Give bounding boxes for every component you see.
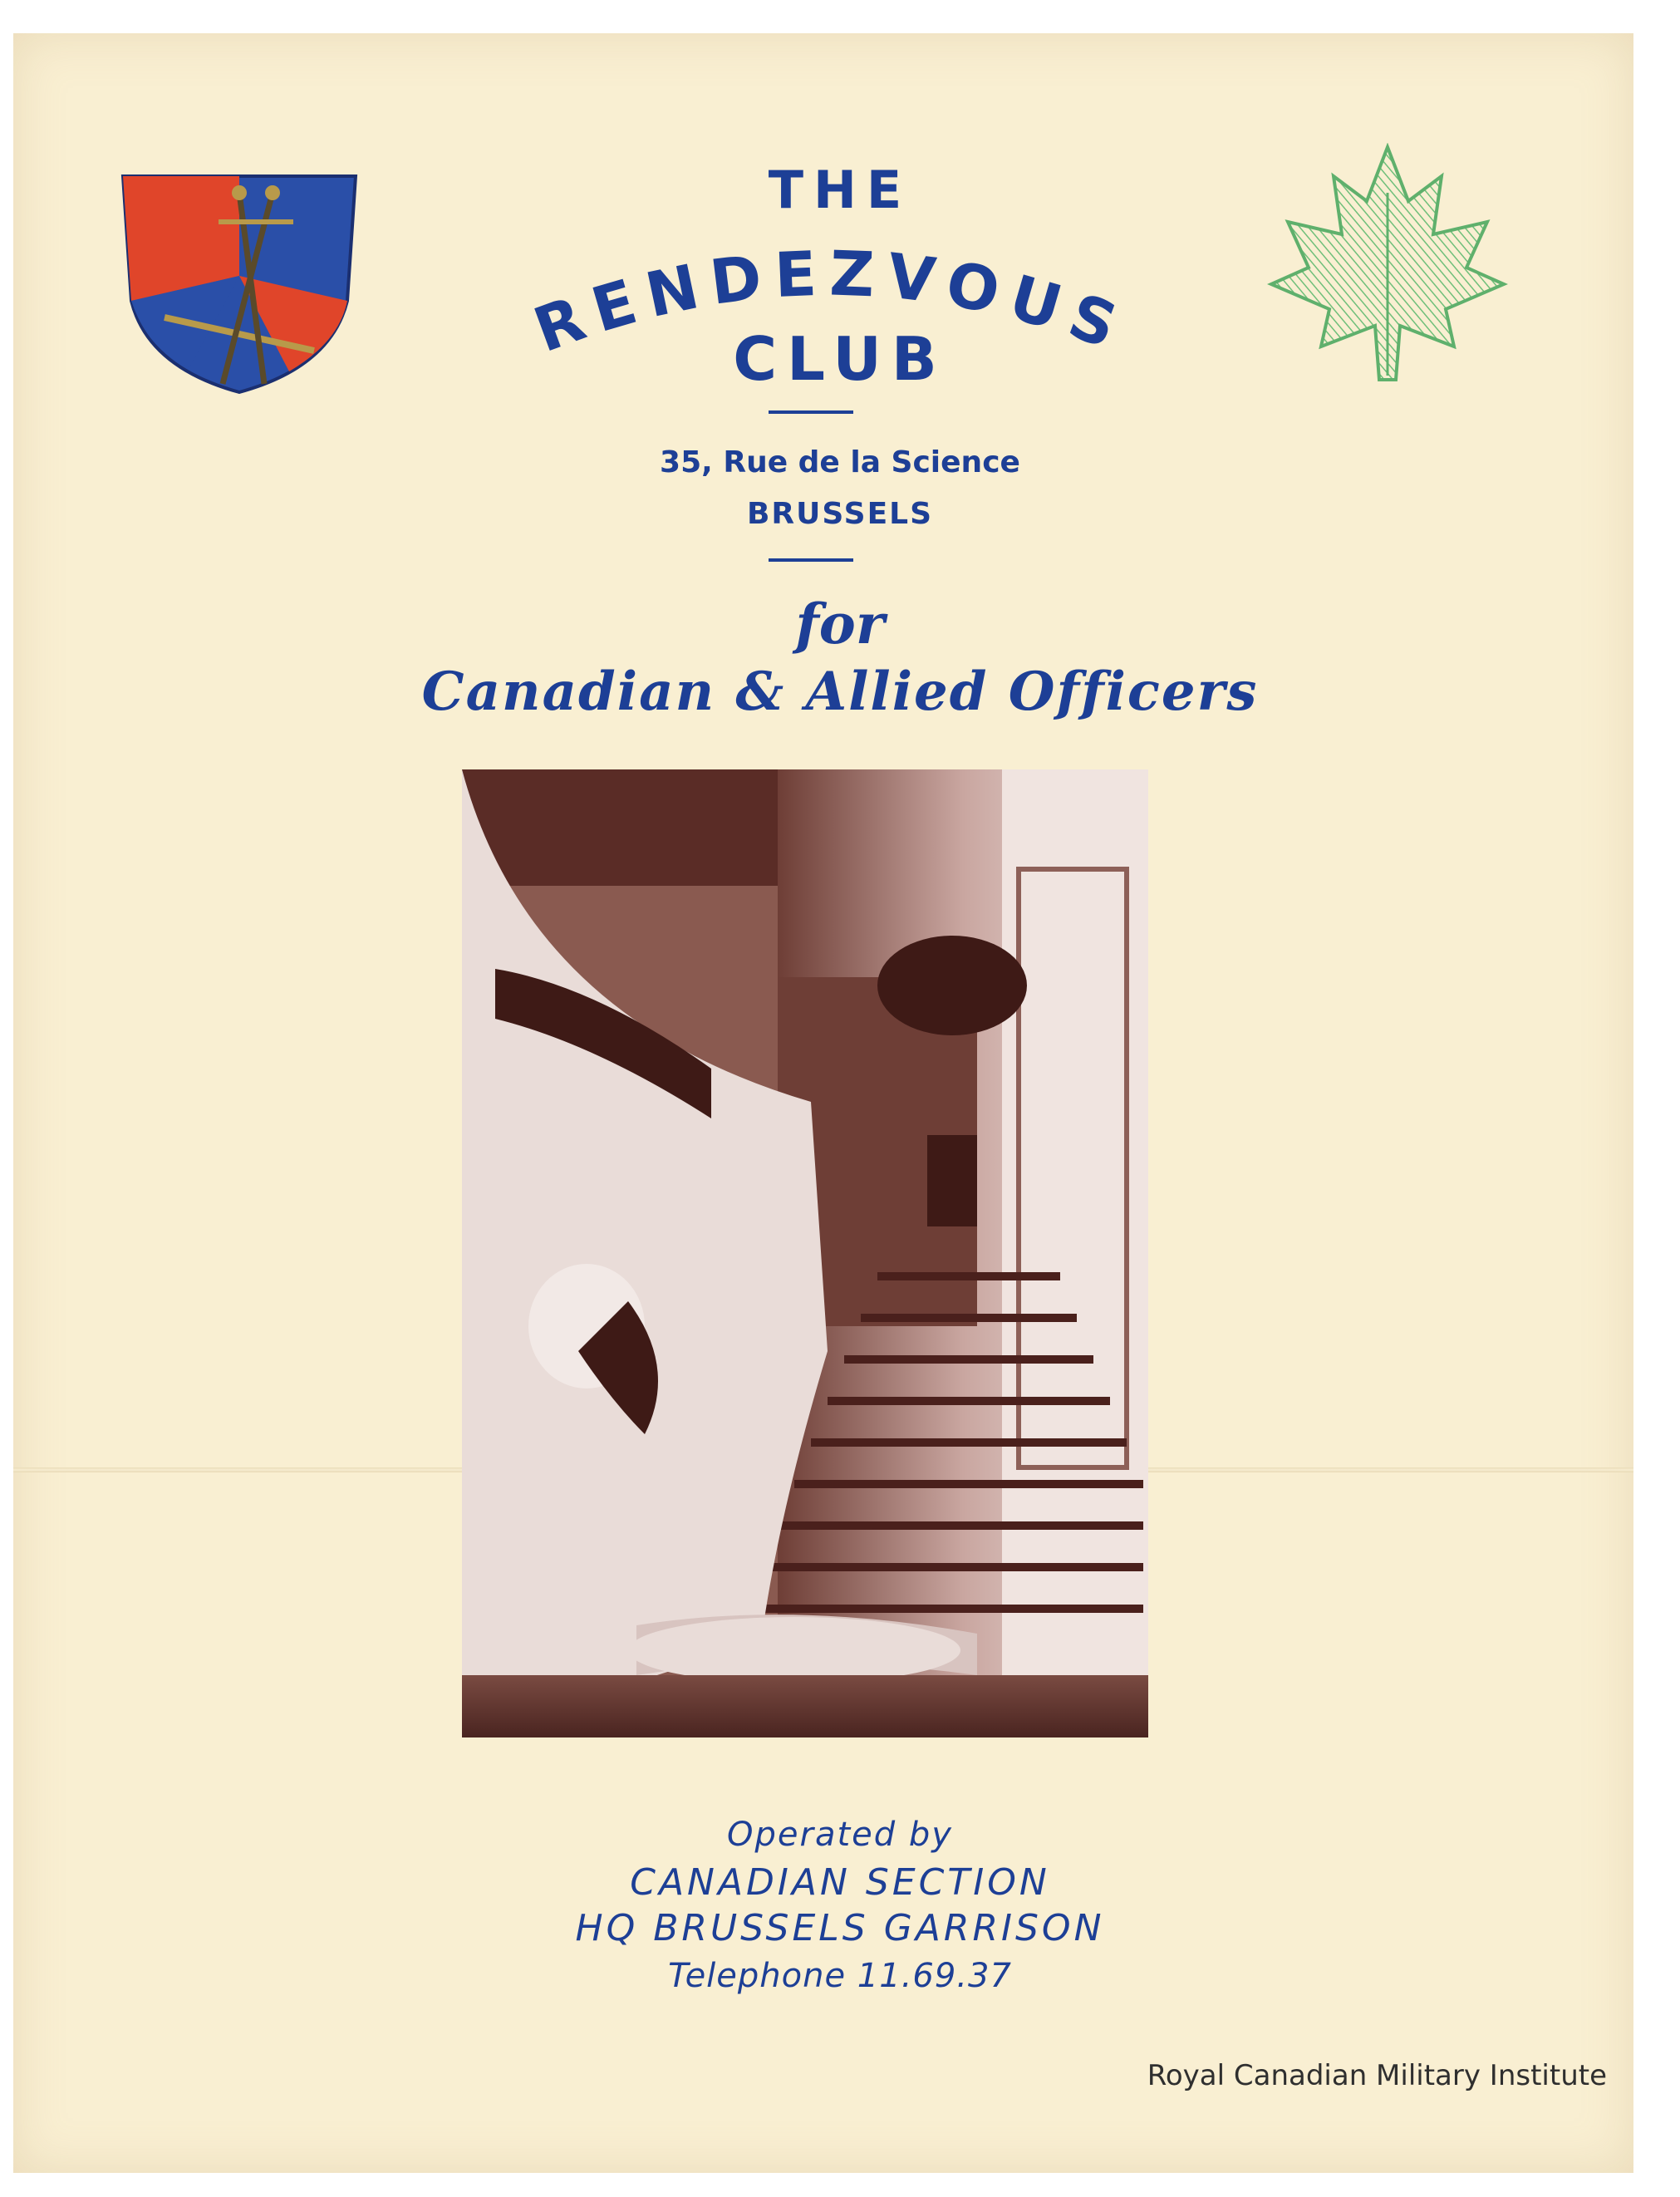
watermark-credit: Royal Canadian Military Institute	[1147, 2059, 1607, 2092]
divider-top	[769, 410, 853, 414]
subtitle-audience: Canadian & Allied Officers	[421, 661, 1259, 723]
subtitle-for: for	[795, 592, 885, 656]
title-club: CLUB	[733, 324, 947, 394]
telephone-line: Telephone 11.69.37	[668, 1957, 1012, 1995]
city-line: BRUSSELS	[746, 497, 934, 531]
hq-garrison: HQ BRUSSELS GARRISON	[575, 1907, 1105, 1949]
title-rendezvous: RENDEZVOUS	[524, 241, 1137, 367]
canadian-section: CANADIAN SECTION	[630, 1861, 1050, 1904]
staircase-photo	[462, 769, 1148, 1737]
divider-bottom	[769, 558, 853, 562]
operated-by: Operated by	[727, 1816, 953, 1854]
address-line: 35, Rue de la Science	[660, 445, 1020, 479]
title-the: THE	[768, 160, 912, 220]
